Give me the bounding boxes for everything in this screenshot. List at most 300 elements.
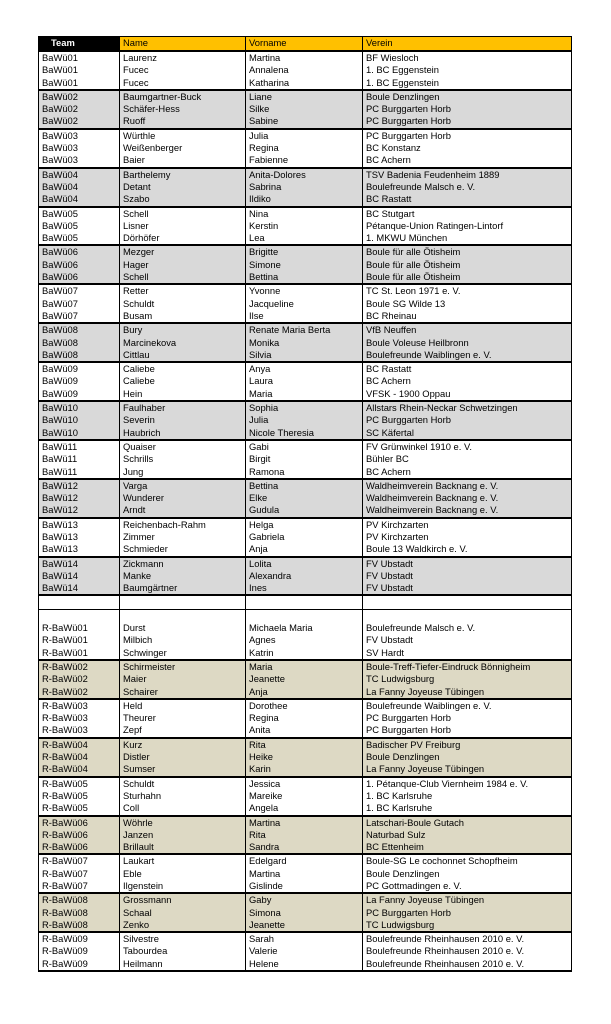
table-row bbox=[39, 90, 572, 103]
cell-team: BaWü05 bbox=[39, 207, 120, 220]
cell-name: Tabourdea bbox=[120, 945, 246, 957]
table-row bbox=[39, 738, 572, 751]
table-row bbox=[39, 543, 572, 556]
cell-vorname: Michaela Maria bbox=[246, 622, 363, 634]
table-row bbox=[39, 686, 572, 699]
cell-name: Durst bbox=[120, 622, 246, 634]
cell-name: Zenko bbox=[120, 919, 246, 932]
cell-verein: BC Achern bbox=[363, 466, 572, 479]
table-row bbox=[39, 154, 572, 167]
table-row bbox=[39, 582, 572, 595]
cell-verein: PV Kirchzarten bbox=[363, 531, 572, 543]
cell-vorname: Rita bbox=[246, 738, 363, 751]
cell-vorname: Rita bbox=[246, 829, 363, 841]
cell-team: BaWü14 bbox=[39, 570, 120, 582]
cell-name: Held bbox=[120, 699, 246, 712]
reserve-teams-body bbox=[39, 595, 572, 971]
table-row bbox=[39, 518, 572, 531]
cell-vorname: Anita bbox=[246, 724, 363, 737]
cell-verein: 1. Pétanque-Club Viernheim 1984 e. V. bbox=[363, 777, 572, 790]
cell-team: R-BaWü03 bbox=[39, 699, 120, 712]
cell-team: R-BaWü01 bbox=[39, 634, 120, 646]
spacer-cell bbox=[246, 609, 363, 622]
cell-vorname: Brigitte bbox=[246, 245, 363, 258]
cell-team: R-BaWü04 bbox=[39, 751, 120, 763]
table-row bbox=[39, 414, 572, 426]
table-row bbox=[39, 479, 572, 492]
table-row bbox=[39, 193, 572, 206]
cell-vorname: Monika bbox=[246, 337, 363, 349]
cell-name: Schirmeister bbox=[120, 660, 246, 673]
cell-team: BaWü10 bbox=[39, 414, 120, 426]
table-row bbox=[39, 790, 572, 802]
table-row bbox=[39, 724, 572, 737]
cell-name: Cittlau bbox=[120, 349, 246, 362]
table-row bbox=[39, 622, 572, 634]
cell-verein: SC Käfertal bbox=[363, 427, 572, 440]
cell-team: BaWü02 bbox=[39, 90, 120, 103]
cell-name: Schairer bbox=[120, 686, 246, 699]
header-verein: Verein bbox=[363, 37, 572, 52]
cell-team: BaWü03 bbox=[39, 142, 120, 154]
cell-team: R-BaWü05 bbox=[39, 777, 120, 790]
cell-verein: PC Gottmadingen e. V. bbox=[363, 880, 572, 893]
cell-verein: FV Ubstadt bbox=[363, 634, 572, 646]
cell-name: Würthle bbox=[120, 129, 246, 142]
cell-verein: Boule für alle Ötisheim bbox=[363, 259, 572, 271]
cell-verein: La Fanny Joyeuse Tübingen bbox=[363, 763, 572, 776]
cell-team: BaWü08 bbox=[39, 337, 120, 349]
cell-verein: Boulefreunde Rheinhausen 2010 e. V. bbox=[363, 932, 572, 945]
cell-verein: Bühler BC bbox=[363, 453, 572, 465]
cell-team: BaWü09 bbox=[39, 375, 120, 387]
cell-vorname: Katharina bbox=[246, 77, 363, 90]
cell-name: Bury bbox=[120, 323, 246, 336]
cell-team: BaWü11 bbox=[39, 440, 120, 453]
table-row bbox=[39, 181, 572, 193]
cell-team: BaWü10 bbox=[39, 427, 120, 440]
cell-vorname: Sabine bbox=[246, 115, 363, 128]
cell-verein: Latschari-Boule Gutach bbox=[363, 816, 572, 829]
spacer-cell bbox=[246, 595, 363, 609]
table-row bbox=[39, 673, 572, 685]
cell-verein: Pétanque-Union Ratingen-Lintorf bbox=[363, 220, 572, 232]
cell-vorname: Simona bbox=[246, 907, 363, 919]
cell-team: BaWü09 bbox=[39, 362, 120, 375]
table-row bbox=[39, 751, 572, 763]
cell-vorname: Gabriela bbox=[246, 531, 363, 543]
spacer-cell bbox=[120, 609, 246, 622]
cell-name: Zickmann bbox=[120, 557, 246, 570]
cell-verein: FV Ubstadt bbox=[363, 557, 572, 570]
cell-vorname: Edelgard bbox=[246, 854, 363, 867]
spacer-cell bbox=[363, 609, 572, 622]
cell-vorname: Nina bbox=[246, 207, 363, 220]
cell-name: Weißenberger bbox=[120, 142, 246, 154]
cell-name: Fucec bbox=[120, 64, 246, 76]
cell-name: Brillault bbox=[120, 841, 246, 854]
cell-team: BaWü12 bbox=[39, 504, 120, 517]
cell-verein: PC Burggarten Horb bbox=[363, 103, 572, 115]
cell-team: BaWü14 bbox=[39, 557, 120, 570]
cell-name: Laukart bbox=[120, 854, 246, 867]
table-row bbox=[39, 504, 572, 517]
table-row bbox=[39, 531, 572, 543]
cell-team: BaWü01 bbox=[39, 77, 120, 90]
table-row bbox=[39, 103, 572, 115]
cell-vorname: Gabi bbox=[246, 440, 363, 453]
cell-team: BaWü04 bbox=[39, 168, 120, 181]
cell-name: Retter bbox=[120, 284, 246, 297]
cell-team: R-BaWü03 bbox=[39, 724, 120, 737]
cell-vorname: Birgit bbox=[246, 453, 363, 465]
cell-name: Schell bbox=[120, 271, 246, 284]
table-row bbox=[39, 660, 572, 673]
cell-vorname: Renate Maria Berta bbox=[246, 323, 363, 336]
cell-vorname: Bettina bbox=[246, 271, 363, 284]
cell-verein: Naturbad Sulz bbox=[363, 829, 572, 841]
cell-name: Baumgartner-Buck bbox=[120, 90, 246, 103]
table-row bbox=[39, 245, 572, 258]
cell-team: BaWü03 bbox=[39, 129, 120, 142]
cell-vorname: Maria bbox=[246, 388, 363, 401]
table-row bbox=[39, 841, 572, 854]
cell-name: Baier bbox=[120, 154, 246, 167]
cell-vorname: Liane bbox=[246, 90, 363, 103]
cell-name: Kurz bbox=[120, 738, 246, 751]
cell-verein: FV Ubstadt bbox=[363, 582, 572, 595]
cell-team: R-BaWü09 bbox=[39, 945, 120, 957]
cell-name: Severin bbox=[120, 414, 246, 426]
cell-team: BaWü12 bbox=[39, 479, 120, 492]
cell-team: BaWü04 bbox=[39, 193, 120, 206]
cell-team: R-BaWü01 bbox=[39, 647, 120, 660]
table-row bbox=[39, 492, 572, 504]
cell-vorname: Helene bbox=[246, 958, 363, 971]
table-row bbox=[39, 945, 572, 957]
cell-verein: TSV Badenia Feudenheim 1889 bbox=[363, 168, 572, 181]
cell-vorname: Julia bbox=[246, 414, 363, 426]
cell-team: BaWü07 bbox=[39, 284, 120, 297]
cell-verein: SV Hardt bbox=[363, 647, 572, 660]
cell-vorname: Laura bbox=[246, 375, 363, 387]
main-teams-body bbox=[39, 51, 572, 595]
table-row bbox=[39, 868, 572, 880]
team-roster-table bbox=[38, 36, 572, 972]
cell-verein: TC St. Leon 1971 e. V. bbox=[363, 284, 572, 297]
spacer-cell bbox=[39, 609, 120, 622]
table-row bbox=[39, 453, 572, 465]
cell-name: Lisner bbox=[120, 220, 246, 232]
table-row bbox=[39, 77, 572, 90]
table-row bbox=[39, 466, 572, 479]
cell-name: Haubrich bbox=[120, 427, 246, 440]
table-row bbox=[39, 388, 572, 401]
table-row bbox=[39, 259, 572, 271]
cell-vorname: Katrin bbox=[246, 647, 363, 660]
cell-team: R-BaWü09 bbox=[39, 958, 120, 971]
cell-verein: Boule für alle Ötisheim bbox=[363, 271, 572, 284]
cell-name: Fucec bbox=[120, 77, 246, 90]
table-row bbox=[39, 362, 572, 375]
cell-team: BaWü08 bbox=[39, 349, 120, 362]
cell-verein: Boulefreunde Malsch e. V. bbox=[363, 622, 572, 634]
cell-verein: Boule für alle Ötisheim bbox=[363, 245, 572, 258]
cell-verein: Boule-SG Le cochonnet Schopfheim bbox=[363, 854, 572, 867]
cell-verein: VfB Neuffen bbox=[363, 323, 572, 336]
cell-verein: VFSK - 1900 Oppau bbox=[363, 388, 572, 401]
cell-team: BaWü07 bbox=[39, 298, 120, 310]
cell-team: BaWü01 bbox=[39, 64, 120, 76]
cell-verein: BC Rheinau bbox=[363, 310, 572, 323]
cell-vorname: Anja bbox=[246, 543, 363, 556]
header-vorname: Vorname bbox=[246, 37, 363, 52]
cell-vorname: Elke bbox=[246, 492, 363, 504]
cell-name: Heilmann bbox=[120, 958, 246, 971]
table-row bbox=[39, 64, 572, 76]
cell-vorname: Sarah bbox=[246, 932, 363, 945]
cell-vorname: Heike bbox=[246, 751, 363, 763]
spacer-cell bbox=[120, 595, 246, 609]
cell-verein: BC Rastatt bbox=[363, 193, 572, 206]
cell-vorname: Anita-Dolores bbox=[246, 168, 363, 181]
cell-name: Arndt bbox=[120, 504, 246, 517]
cell-vorname: Martina bbox=[246, 51, 363, 64]
cell-name: Reichenbach-Rahm bbox=[120, 518, 246, 531]
cell-verein: BF Wiesloch bbox=[363, 51, 572, 64]
cell-team: BaWü10 bbox=[39, 401, 120, 414]
cell-name: Ilgenstein bbox=[120, 880, 246, 893]
cell-vorname: Jessica bbox=[246, 777, 363, 790]
cell-verein: TC Ludwigsburg bbox=[363, 673, 572, 685]
cell-vorname: Regina bbox=[246, 712, 363, 724]
cell-team: BaWü06 bbox=[39, 271, 120, 284]
cell-verein: Badischer PV Freiburg bbox=[363, 738, 572, 751]
cell-vorname: Jacqueline bbox=[246, 298, 363, 310]
cell-vorname: Simone bbox=[246, 259, 363, 271]
cell-name: Schell bbox=[120, 207, 246, 220]
cell-vorname: Jeanette bbox=[246, 919, 363, 932]
cell-name: Manke bbox=[120, 570, 246, 582]
table-row bbox=[39, 880, 572, 893]
cell-verein: Allstars Rhein-Neckar Schwetzingen bbox=[363, 401, 572, 414]
cell-name: Grossmann bbox=[120, 893, 246, 906]
header-name: Name bbox=[120, 37, 246, 52]
cell-vorname: Angela bbox=[246, 802, 363, 815]
cell-team: R-BaWü07 bbox=[39, 854, 120, 867]
cell-verein: BC Ettenheim bbox=[363, 841, 572, 854]
cell-vorname: Martina bbox=[246, 868, 363, 880]
cell-team: R-BaWü05 bbox=[39, 790, 120, 802]
cell-verein: FV Ubstadt bbox=[363, 570, 572, 582]
table-row bbox=[39, 854, 572, 867]
table-row bbox=[39, 777, 572, 790]
cell-name: Wunderer bbox=[120, 492, 246, 504]
table-row bbox=[39, 829, 572, 841]
table-row bbox=[39, 570, 572, 582]
cell-verein: Boule 13 Waldkirch e. V. bbox=[363, 543, 572, 556]
cell-name: Baumgärtner bbox=[120, 582, 246, 595]
cell-verein: BC Rastatt bbox=[363, 362, 572, 375]
cell-name: Schaal bbox=[120, 907, 246, 919]
cell-name: Sumser bbox=[120, 763, 246, 776]
table-row bbox=[39, 919, 572, 932]
table-row bbox=[39, 893, 572, 906]
cell-team: BaWü13 bbox=[39, 518, 120, 531]
cell-verein: 1. BC Karlsruhe bbox=[363, 802, 572, 815]
cell-team: BaWü05 bbox=[39, 220, 120, 232]
cell-name: Zimmer bbox=[120, 531, 246, 543]
table-row bbox=[39, 699, 572, 712]
cell-vorname: Karin bbox=[246, 763, 363, 776]
cell-team: R-BaWü08 bbox=[39, 893, 120, 906]
cell-name: Ruoff bbox=[120, 115, 246, 128]
cell-name: Schmieder bbox=[120, 543, 246, 556]
table-row bbox=[39, 427, 572, 440]
cell-name: Coll bbox=[120, 802, 246, 815]
cell-team: R-BaWü01 bbox=[39, 622, 120, 634]
cell-vorname: Anja bbox=[246, 686, 363, 699]
cell-name: Barthelemy bbox=[120, 168, 246, 181]
cell-vorname: Maria bbox=[246, 660, 363, 673]
cell-team: BaWü05 bbox=[39, 232, 120, 245]
cell-name: Milbich bbox=[120, 634, 246, 646]
cell-team: BaWü04 bbox=[39, 181, 120, 193]
cell-name: Janzen bbox=[120, 829, 246, 841]
cell-verein: PC Burggarten Horb bbox=[363, 907, 572, 919]
cell-vorname: Bettina bbox=[246, 479, 363, 492]
cell-name: Wöhrle bbox=[120, 816, 246, 829]
cell-name: Theurer bbox=[120, 712, 246, 724]
cell-vorname: Sandra bbox=[246, 841, 363, 854]
table-row bbox=[39, 932, 572, 945]
cell-vorname: Valerie bbox=[246, 945, 363, 957]
table-row bbox=[39, 712, 572, 724]
table-row bbox=[39, 232, 572, 245]
cell-team: R-BaWü05 bbox=[39, 802, 120, 815]
cell-team: R-BaWü07 bbox=[39, 868, 120, 880]
cell-name: Marcinekova bbox=[120, 337, 246, 349]
cell-name: Sturhahn bbox=[120, 790, 246, 802]
cell-vorname: Gaby bbox=[246, 893, 363, 906]
cell-name: Schuldt bbox=[120, 777, 246, 790]
spacer-cell bbox=[39, 595, 120, 609]
cell-name: Mezger bbox=[120, 245, 246, 258]
cell-vorname: Gislinde bbox=[246, 880, 363, 893]
table-row bbox=[39, 115, 572, 128]
cell-name: Schrills bbox=[120, 453, 246, 465]
cell-name: Schuldt bbox=[120, 298, 246, 310]
cell-vorname: Martina bbox=[246, 816, 363, 829]
cell-verein: Boulefreunde Rheinhausen 2010 e. V. bbox=[363, 958, 572, 971]
cell-name: Caliebe bbox=[120, 375, 246, 387]
cell-vorname: Dorothee bbox=[246, 699, 363, 712]
header-team: Team bbox=[39, 37, 120, 52]
cell-name: Maier bbox=[120, 673, 246, 685]
cell-verein: Boule Denzlingen bbox=[363, 90, 572, 103]
cell-team: R-BaWü02 bbox=[39, 660, 120, 673]
cell-vorname: Ramona bbox=[246, 466, 363, 479]
cell-verein: Boule Voleuse Heilbronn bbox=[363, 337, 572, 349]
cell-verein: BC Achern bbox=[363, 154, 572, 167]
table-row bbox=[39, 958, 572, 971]
table-row bbox=[39, 907, 572, 919]
cell-vorname: Annalena bbox=[246, 64, 363, 76]
cell-verein: TC Ludwigsburg bbox=[363, 919, 572, 932]
cell-name: Eble bbox=[120, 868, 246, 880]
table-row bbox=[39, 168, 572, 181]
spacer-row bbox=[39, 609, 572, 622]
cell-name: Szabo bbox=[120, 193, 246, 206]
cell-team: BaWü11 bbox=[39, 453, 120, 465]
cell-name: Hager bbox=[120, 259, 246, 271]
cell-vorname: Lolita bbox=[246, 557, 363, 570]
cell-team: BaWü02 bbox=[39, 103, 120, 115]
cell-verein: Boulefreunde Malsch e. V. bbox=[363, 181, 572, 193]
cell-vorname: Sabrina bbox=[246, 181, 363, 193]
cell-name: Jung bbox=[120, 466, 246, 479]
cell-vorname: Kerstin bbox=[246, 220, 363, 232]
cell-team: BaWü08 bbox=[39, 323, 120, 336]
cell-name: Schäfer-Hess bbox=[120, 103, 246, 115]
cell-verein: BC Achern bbox=[363, 375, 572, 387]
table-row bbox=[39, 647, 572, 660]
cell-verein: Boulefreunde Rheinhausen 2010 e. V. bbox=[363, 945, 572, 957]
cell-team: R-BaWü06 bbox=[39, 816, 120, 829]
cell-team: R-BaWü03 bbox=[39, 712, 120, 724]
table-row bbox=[39, 284, 572, 297]
cell-verein: PV Kirchzarten bbox=[363, 518, 572, 531]
cell-team: R-BaWü04 bbox=[39, 763, 120, 776]
cell-name: Hein bbox=[120, 388, 246, 401]
cell-verein: Waldheimverein Backnang e. V. bbox=[363, 504, 572, 517]
cell-verein: PC Burggarten Horb bbox=[363, 724, 572, 737]
cell-verein: Boule-Treff-Tiefer-Eindruck Bönnigheim bbox=[363, 660, 572, 673]
cell-team: BaWü03 bbox=[39, 154, 120, 167]
cell-team: BaWü02 bbox=[39, 115, 120, 128]
cell-vorname: Ilse bbox=[246, 310, 363, 323]
cell-name: Silvestre bbox=[120, 932, 246, 945]
cell-verein: BC Konstanz bbox=[363, 142, 572, 154]
table-row bbox=[39, 323, 572, 336]
cell-team: BaWü12 bbox=[39, 492, 120, 504]
cell-team: BaWü13 bbox=[39, 543, 120, 556]
cell-name: Varga bbox=[120, 479, 246, 492]
cell-team: R-BaWü08 bbox=[39, 907, 120, 919]
cell-name: Busam bbox=[120, 310, 246, 323]
cell-team: R-BaWü02 bbox=[39, 673, 120, 685]
cell-vorname: Fabienne bbox=[246, 154, 363, 167]
cell-team: BaWü13 bbox=[39, 531, 120, 543]
cell-verein: 1. BC Eggenstein bbox=[363, 77, 572, 90]
cell-verein: 1. BC Karlsruhe bbox=[363, 790, 572, 802]
cell-team: R-BaWü04 bbox=[39, 738, 120, 751]
cell-team: BaWü06 bbox=[39, 259, 120, 271]
cell-team: BaWü09 bbox=[39, 388, 120, 401]
table-row bbox=[39, 129, 572, 142]
header-row bbox=[39, 37, 572, 52]
cell-name: Detant bbox=[120, 181, 246, 193]
cell-vorname: Jeanette bbox=[246, 673, 363, 685]
table-row bbox=[39, 634, 572, 646]
cell-vorname: Sophia bbox=[246, 401, 363, 414]
cell-vorname: Anya bbox=[246, 362, 363, 375]
cell-vorname: Mareike bbox=[246, 790, 363, 802]
cell-verein: 1. MKWU München bbox=[363, 232, 572, 245]
cell-verein: Waldheimverein Backnang e. V. bbox=[363, 479, 572, 492]
cell-verein: PC Burggarten Horb bbox=[363, 129, 572, 142]
table-row bbox=[39, 557, 572, 570]
